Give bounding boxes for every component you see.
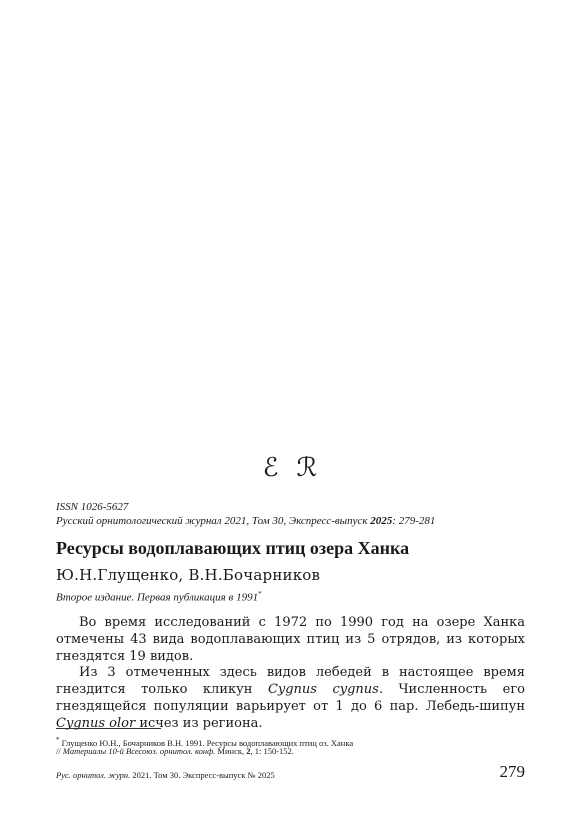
edition-footnote-mark: * <box>258 590 262 598</box>
ornament-left-icon: ℰ <box>262 453 279 483</box>
footnote-reference: Глущенко Ю.Н., Бочарников В.Н. 1991. Ресурсы водоплавающих птиц оз. Ханка <box>61 737 354 748</box>
authors: Ю.Н.Глущенко, В.Н.Бочарников <box>56 566 321 584</box>
footnote-volume: 2 <box>246 746 251 756</box>
footer-issue: 2021. Том 30. Экспресс-выпуск № 2025 <box>130 770 275 780</box>
footnote-mark: * <box>56 736 60 744</box>
footnote-source-title: Материалы 10-й Всесоюз. орнитол. конф. <box>62 746 216 756</box>
citation-line <box>56 515 435 528</box>
footnote-pages: , 1: 150-152. <box>250 746 294 756</box>
article-title: Ресурсы водоплавающих птиц озера Ханка <box>56 538 410 558</box>
footnote-line-2 <box>56 746 294 757</box>
paragraph-1-text: Во время исследований с 1972 по 1990 год на озере Ханка отмечены 43 вида водоплавающих птиц из 5 отрядов, из которых гнездятся 19 видов. <box>56 615 525 664</box>
edition-text: Второе издание. Первая публикация в 1991 <box>56 591 259 604</box>
page-number: 279 <box>499 762 525 781</box>
edition-note <box>56 590 262 604</box>
species-name: Cygnus olor <box>56 716 136 731</box>
running-footer <box>56 770 275 780</box>
footnote-city: Минск, <box>215 746 247 756</box>
paragraph-2 <box>56 664 525 732</box>
paragraph-2-text <box>56 664 525 732</box>
paragraph-2-text-c: исчез из региона. <box>135 716 263 731</box>
paragraph-2-text-b: . Численность его гнездящейся популяции варьирует от 1 до 6 пар. Лебедь-шипун <box>56 682 525 714</box>
footnote-rule <box>56 728 161 729</box>
citation-pages: : 279-281 <box>392 515 436 527</box>
species-name: Cygnus cygnus <box>267 682 379 697</box>
paragraph-1 <box>56 614 525 665</box>
issn: ISSN 1026-5627 <box>56 501 129 513</box>
fleuron-ornament <box>0 453 580 483</box>
footer-journal: Рус. орнитол. журн. <box>56 770 131 780</box>
citation-issue: 2025 <box>370 515 393 527</box>
ornament-right-icon: ℛ <box>296 453 318 483</box>
paragraph-2-text-a: Из 3 отмеченных здесь видов лебедей в настоящее время гнездится только кликун <box>56 665 525 697</box>
citation-journal: Русский орнитологический журнал 2021, Том 30, Экспресс-выпуск <box>56 515 371 527</box>
footnote-slashes: // <box>56 746 63 756</box>
